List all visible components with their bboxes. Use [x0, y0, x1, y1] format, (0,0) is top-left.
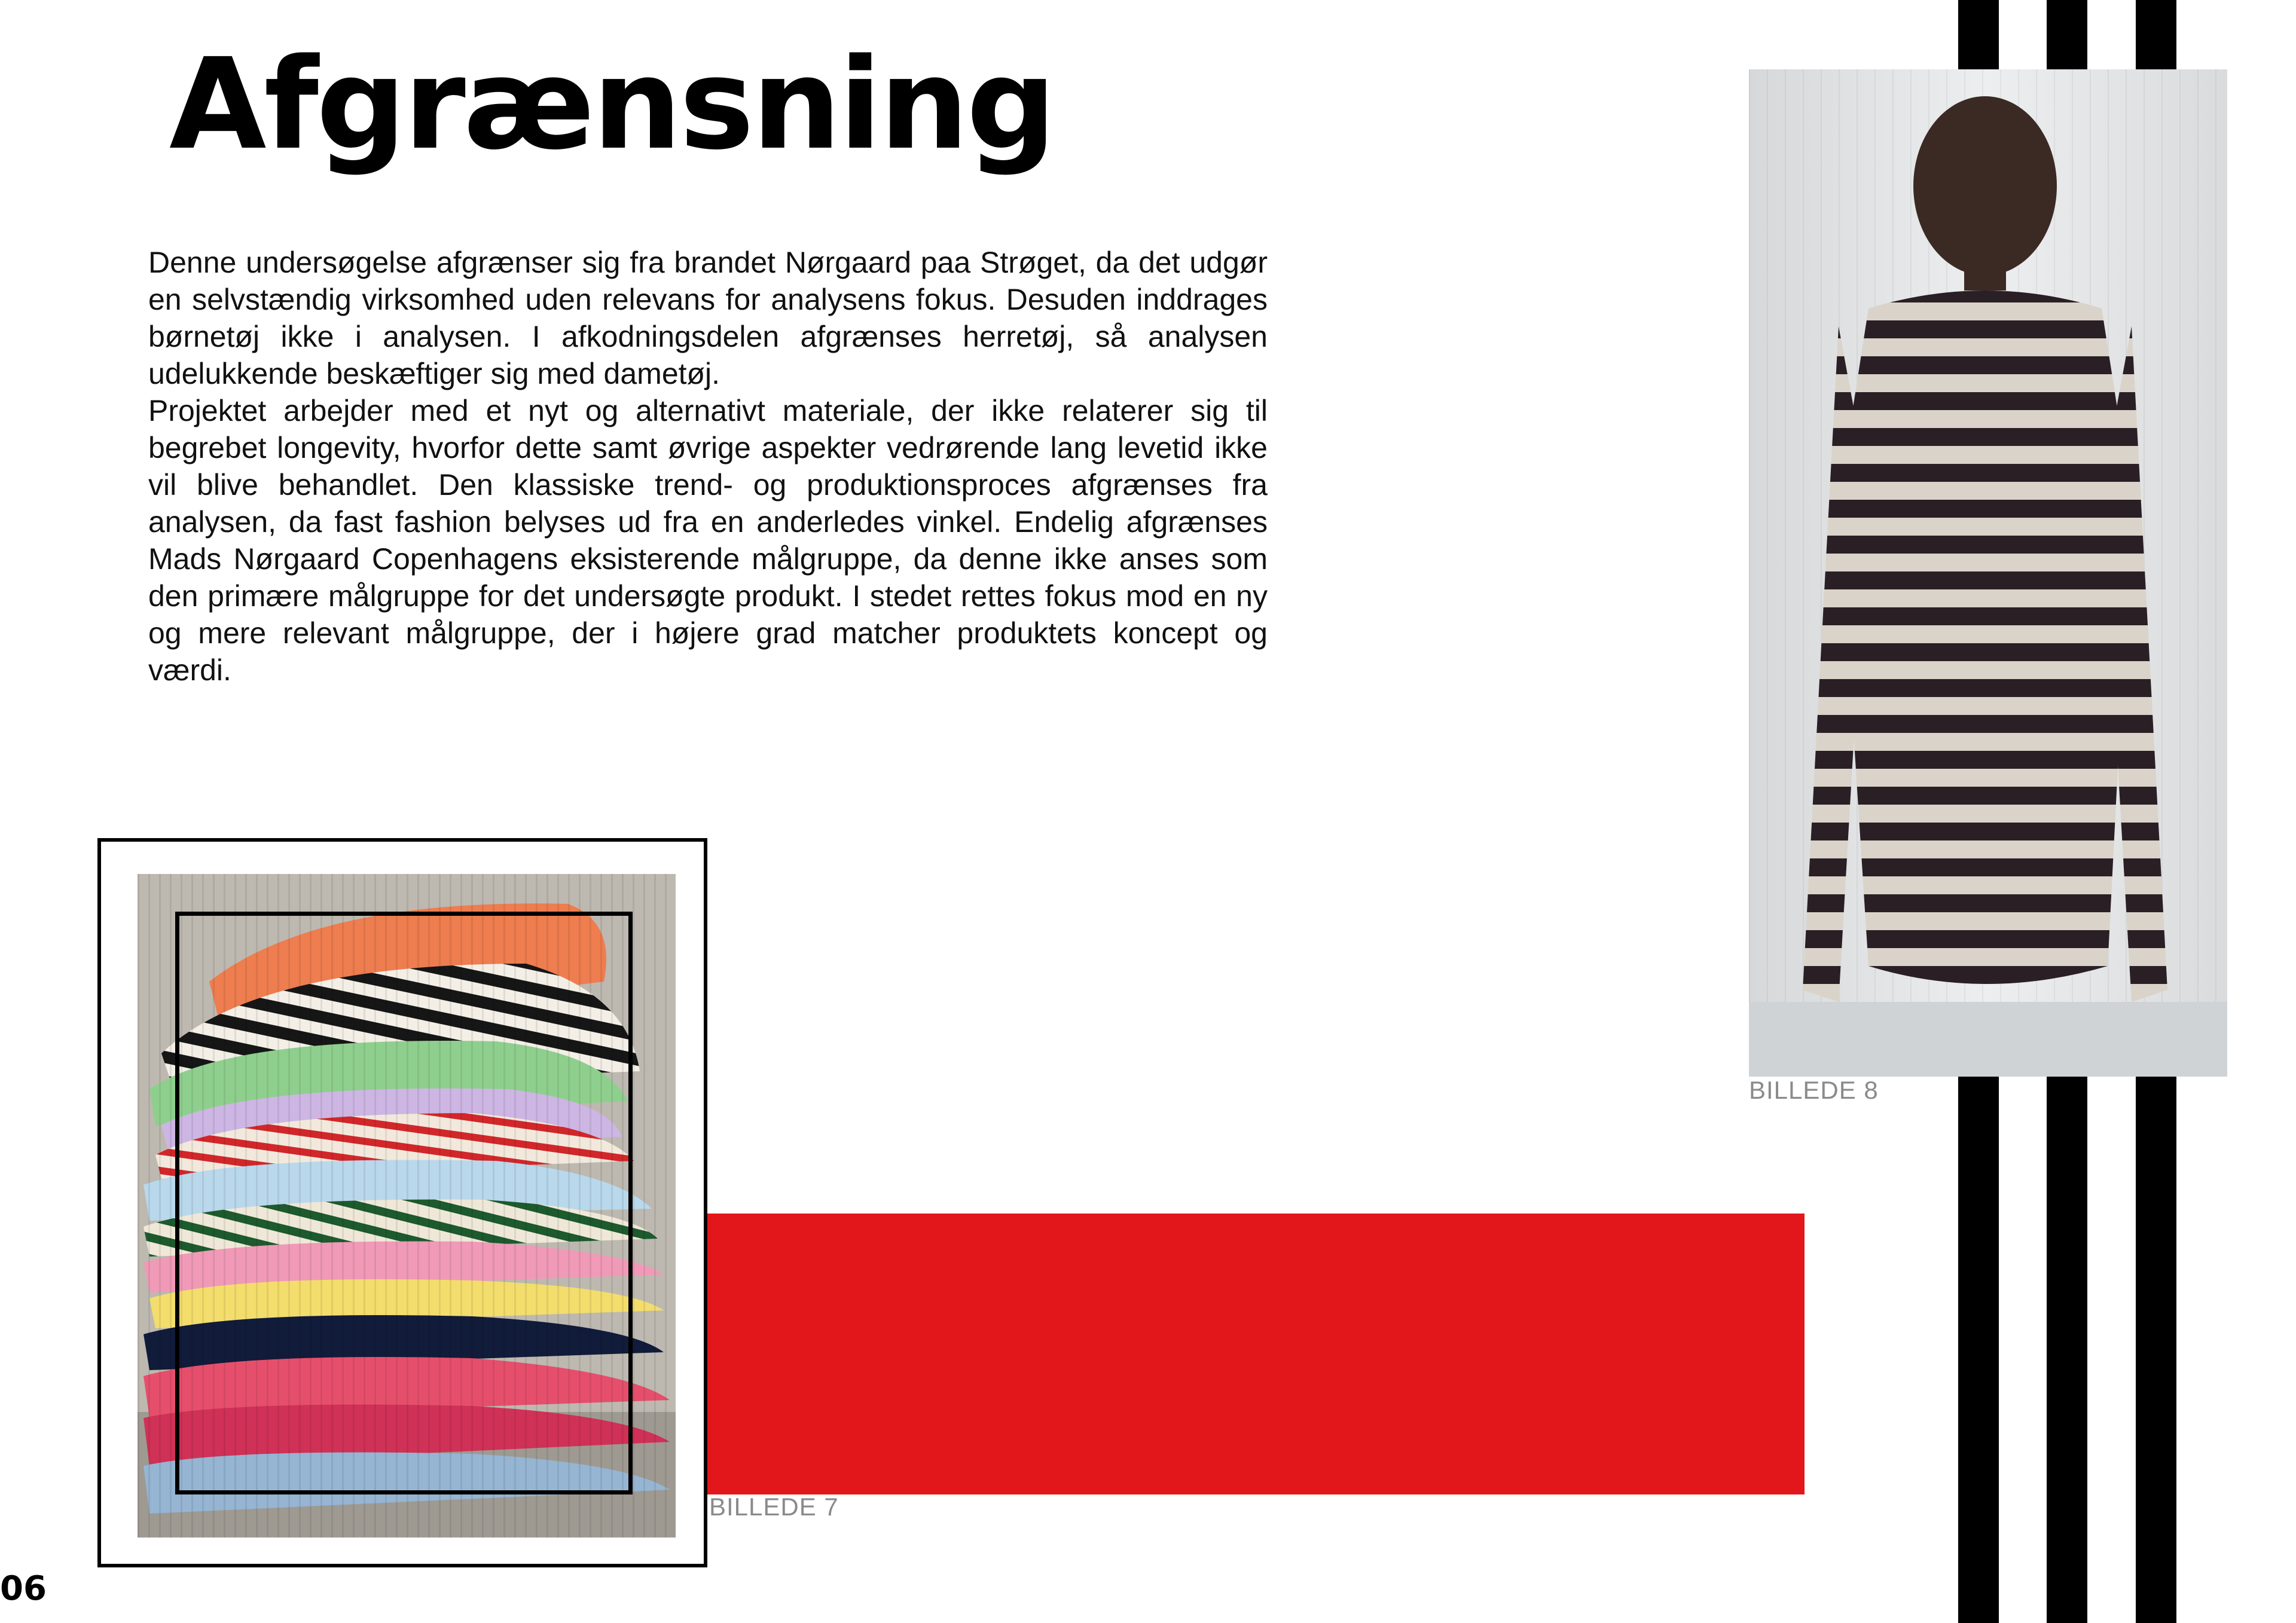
image-8-child-striped-dress [1749, 69, 2227, 1077]
page-title: Afgrænsning [169, 31, 1054, 178]
body-text [148, 244, 1268, 689]
paragraph-2: Projektet arbejder med et nyt og alternativt materiale, der ikke relaterer sig til begrebet longevity, hvorfor dette samt øvrige aspekter vedrørende lang levetid ikke vil blive behandlet. Den klassiske trend- og produktionsproces afgrænses fra analysen, da fast fashion belyses ud fra en anderledes vinkel. Endelig afgrænses Mads Nørgaard Copenhagens eksisterende målgruppe, da denne ikke anses som den primære målgruppe for det undersøgte produkt. I stedet rettes fokus mod en ny og mere relevant målgruppe, der i højere grad matcher produktets koncept og værdi. [148, 394, 1268, 687]
image-7-inner-frame [175, 912, 633, 1494]
image-8-caption: BILLEDE 8 [1749, 1076, 1879, 1104]
red-accent-block [674, 1214, 1805, 1494]
image-7-caption: BILLEDE 7 [709, 1493, 839, 1521]
paragraph-1: Denne undersøgelse afgrænser sig fra brandet Nørgaard paa Strøget, da det udgør en selvstændig virksomhed uden relevans for analysens fokus. Desuden inddrages børnetøj ikke i analysen. I afkodningsdelen afgrænses herretøj, så analysen udelukkende beskæftiger sig med dametøj. [148, 246, 1268, 390]
page-number: 06 [0, 1569, 47, 1608]
